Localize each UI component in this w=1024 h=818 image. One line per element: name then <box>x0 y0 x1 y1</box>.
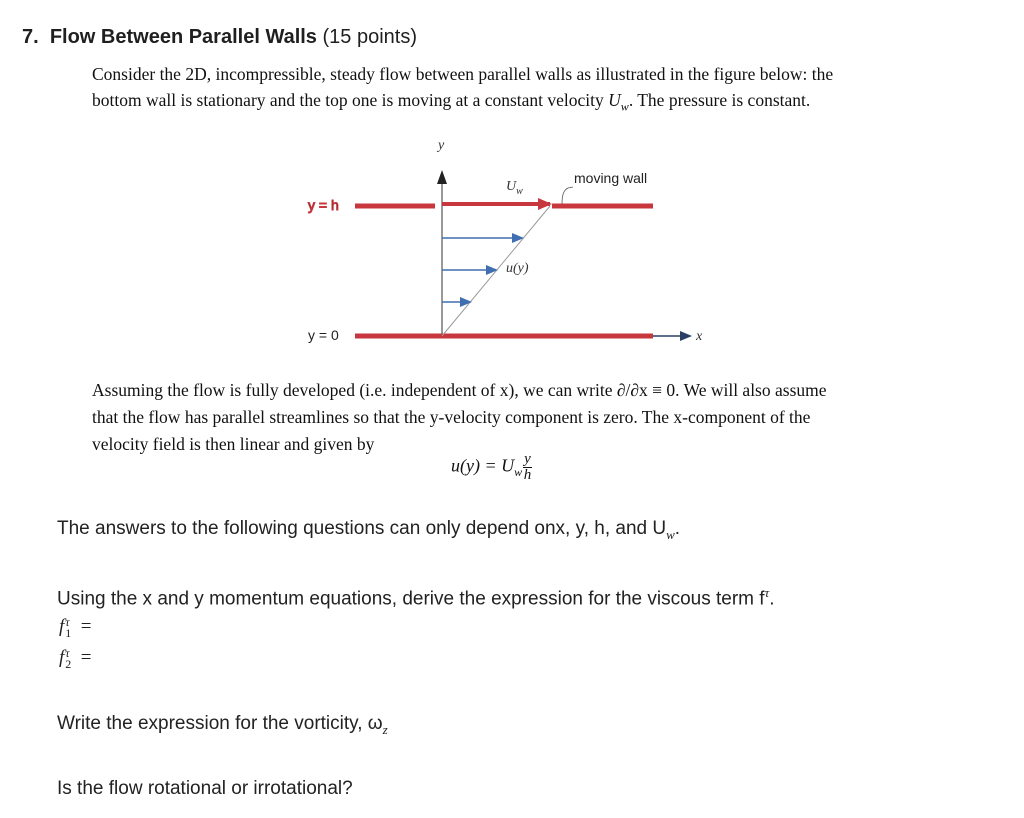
formula-sub: w <box>514 465 523 480</box>
rotational-question: Is the flow rotational or irrotational? <box>57 778 353 799</box>
profile-label: u(y) <box>506 261 529 276</box>
intro-line-2-end: . The pressure is constant. <box>628 90 811 110</box>
momentum-question <box>57 585 775 610</box>
velocity-label-sub: w <box>516 186 523 197</box>
answers-note <box>57 518 680 543</box>
question-number: 7. <box>22 26 39 48</box>
f1-sup: τ <box>65 614 70 629</box>
vorticity-question <box>57 713 388 738</box>
momentum-question-text: Using the x and y momentum equations, derive the expression for the viscous term f <box>57 588 765 610</box>
f2-equals: = <box>80 647 92 668</box>
assumption-line-3: velocity field is then linear and given by <box>92 434 375 454</box>
f2-answer-line[interactable] <box>59 647 92 670</box>
answers-note-end: . <box>674 518 681 539</box>
assumption-line-1: Assuming the flow is fully developed (i.e. independent of x), we can write ∂/∂x ≡ 0. We will also assume <box>92 380 827 400</box>
x-axis-label: x <box>696 329 703 344</box>
f1-sub: 1 <box>65 625 72 640</box>
f1-answer-line[interactable] <box>59 616 92 639</box>
f1-base: f <box>59 616 65 637</box>
momentum-question-end: . <box>769 588 775 610</box>
f2-base: f <box>59 647 65 668</box>
flow-diagram <box>300 132 730 357</box>
formula-fraction <box>523 452 532 483</box>
y-axis-arrowhead <box>437 170 447 184</box>
momentum-question-sup: τ <box>764 585 770 600</box>
question-heading <box>22 26 417 49</box>
f2-sub: 2 <box>65 656 72 671</box>
question-points: (15 points) <box>322 26 417 48</box>
velocity-profile-line <box>442 206 550 336</box>
moving-wall-label: moving wall <box>574 170 648 186</box>
top-wall-label: y = h <box>308 197 339 213</box>
y-axis-label: y <box>438 138 445 153</box>
moving-wall-leader <box>562 187 573 204</box>
answers-note-sub: w <box>666 526 675 542</box>
formula-denominator: h <box>523 467 532 483</box>
velocity-formula <box>451 452 532 483</box>
intro-line-2 <box>92 87 810 120</box>
velocity-label <box>506 179 523 197</box>
f2-sup: τ <box>65 645 70 660</box>
assumption-line-2: that the flow has parallel streamlines so that the y-velocity component is zero. The x-component of the <box>92 407 811 427</box>
intro-velocity-var: U <box>608 90 621 110</box>
vorticity-question-text: Write the expression for the vorticity, ω <box>57 713 383 734</box>
formula-numerator: y <box>524 451 531 467</box>
intro-line-2-text: bottom wall is stationary and the top one is moving at a constant velocity <box>92 90 609 110</box>
velocity-label-base: U <box>506 179 517 194</box>
formula-lhs: u(y) = U <box>451 455 515 476</box>
question-title: Flow Between Parallel Walls <box>49 26 317 48</box>
bottom-wall-label: y = 0 <box>308 327 339 343</box>
f1-equals: = <box>80 616 92 637</box>
answers-note-text: The answers to the following questions can only depend onx, y, h, and U <box>57 518 667 539</box>
intro-line-1: Consider the 2D, incompressible, steady flow between parallel walls as illustrated in the figure below: the <box>92 64 834 84</box>
vorticity-question-sub: z <box>382 721 388 737</box>
intro-velocity-sub: w <box>620 99 629 114</box>
